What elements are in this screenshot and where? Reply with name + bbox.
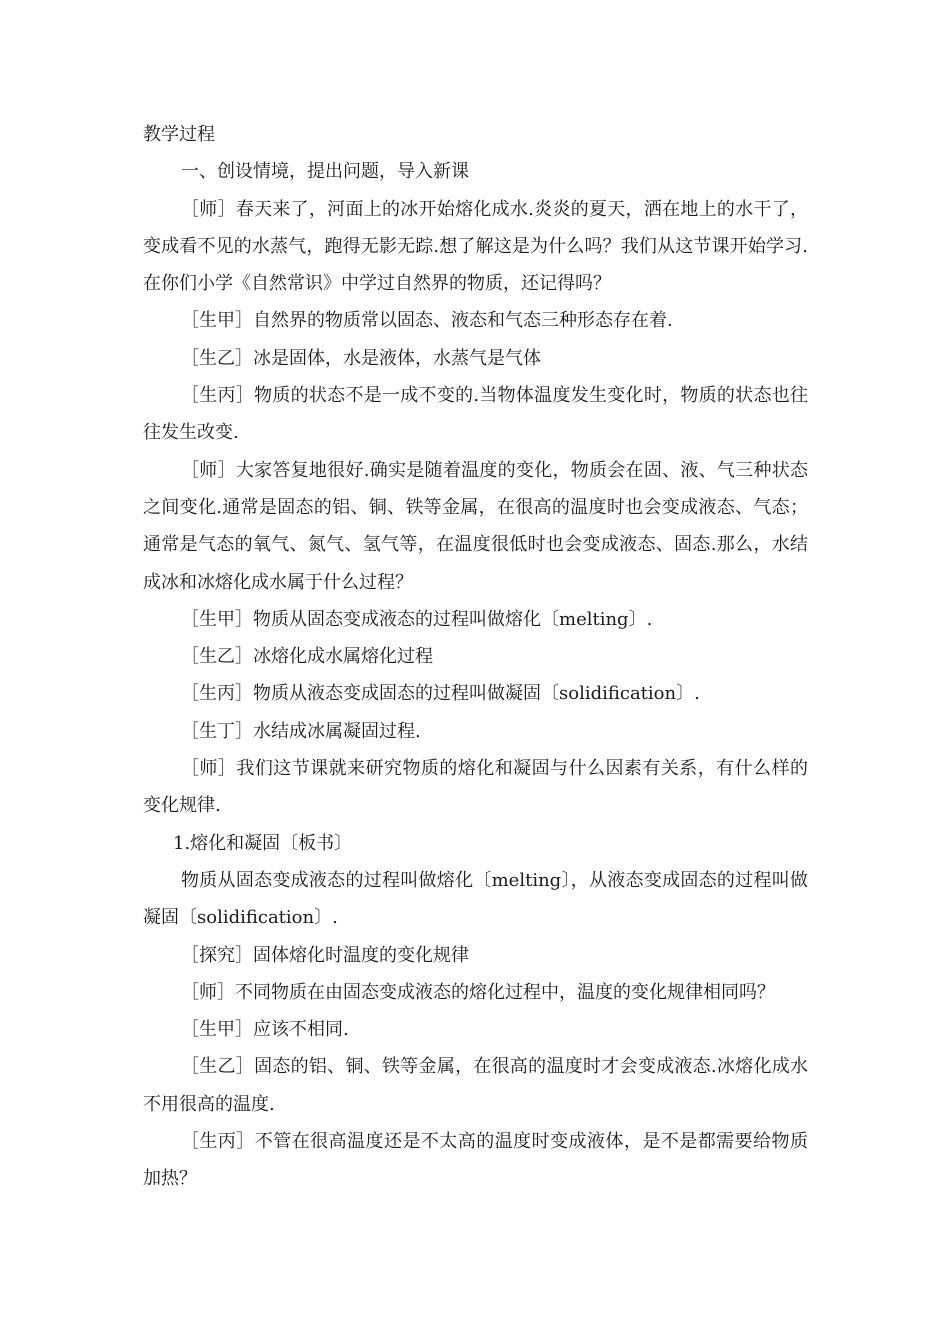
document-body (143, 116, 808, 1198)
student-line: ［生乙］冰是固体，水是液体，水蒸气是气体 (181, 347, 541, 369)
student-line: ［生丁］水结成冰属凝固过程. (181, 720, 421, 742)
teacher-line: ［师］不同物质在由固态变成液态的熔化过程中，温度的变化规律相同吗？ (181, 981, 775, 1003)
student-line: ［生丙］物质从液态变成固态的过程叫做凝固〔solidification〕. (181, 683, 700, 705)
student-line: ［生丙］不管在很高温度还是不太高的温度时变成液体，是不是都需要给物质加热？ (143, 1131, 808, 1190)
teacher-line: ［师］春天来了，河面上的冰开始熔化成水.炎炎的夏天，洒在地上的水干了，变成看不见的水蒸气，跑得无影无踪.想了解这是为什么吗？我们从这节课开始学习.在你们小学《自然常识》中学过自然界的物质，还记得吗？ (143, 198, 808, 295)
definition-paragraph: 物质从固态变成液态的过程叫做熔化〔melting〕，从液态变成固态的过程叫做凝固〔solidification〕. (143, 869, 808, 929)
subsection-heading: 一、创设情境，提出问题，导入新课 (181, 161, 469, 183)
teacher-line: ［师］我们这节课就来研究物质的熔化和凝固与什么因素有关系，有什么样的变化规律. (143, 758, 808, 817)
teacher-line: ［师］大家答复地很好.确实是随着温度的变化，物质会在固、液、气三种状态之间变化.通常是固态的铝、铜、铁等金属，在很高的温度时也会变成液态、气态；通常是气态的氧气、氮气、氢气等，在温度很低时也会变成液态、固态.那么，水结成冰和冰熔化成水属于什么过程？ (143, 459, 808, 593)
student-line: ［生甲］应该不相同. (181, 1019, 349, 1041)
student-line: ［生甲］物质从固态变成液态的过程叫做熔化〔melting〕. (181, 608, 653, 630)
student-line: ［生乙］冰熔化成水属熔化过程 (181, 646, 433, 668)
student-line: ［生丙］物质的状态不是一成不变的.当物体温度发生变化时，物质的状态也往往发生改变. (143, 385, 808, 444)
section-heading: 教学过程 (143, 124, 215, 145)
inquiry-heading: ［探究］固体熔化时温度的变化规律 (181, 944, 469, 966)
student-line: ［生乙］固态的铝、铜、铁等金属，在很高的温度时才会变成液态.冰熔化成水不用很高的温度. (143, 1056, 808, 1115)
student-line: ［生甲］自然界的物质常以固态、液态和气态三种形态存在着. (181, 310, 673, 332)
board-heading: 1.熔化和凝固〔板书〕 (173, 832, 353, 854)
